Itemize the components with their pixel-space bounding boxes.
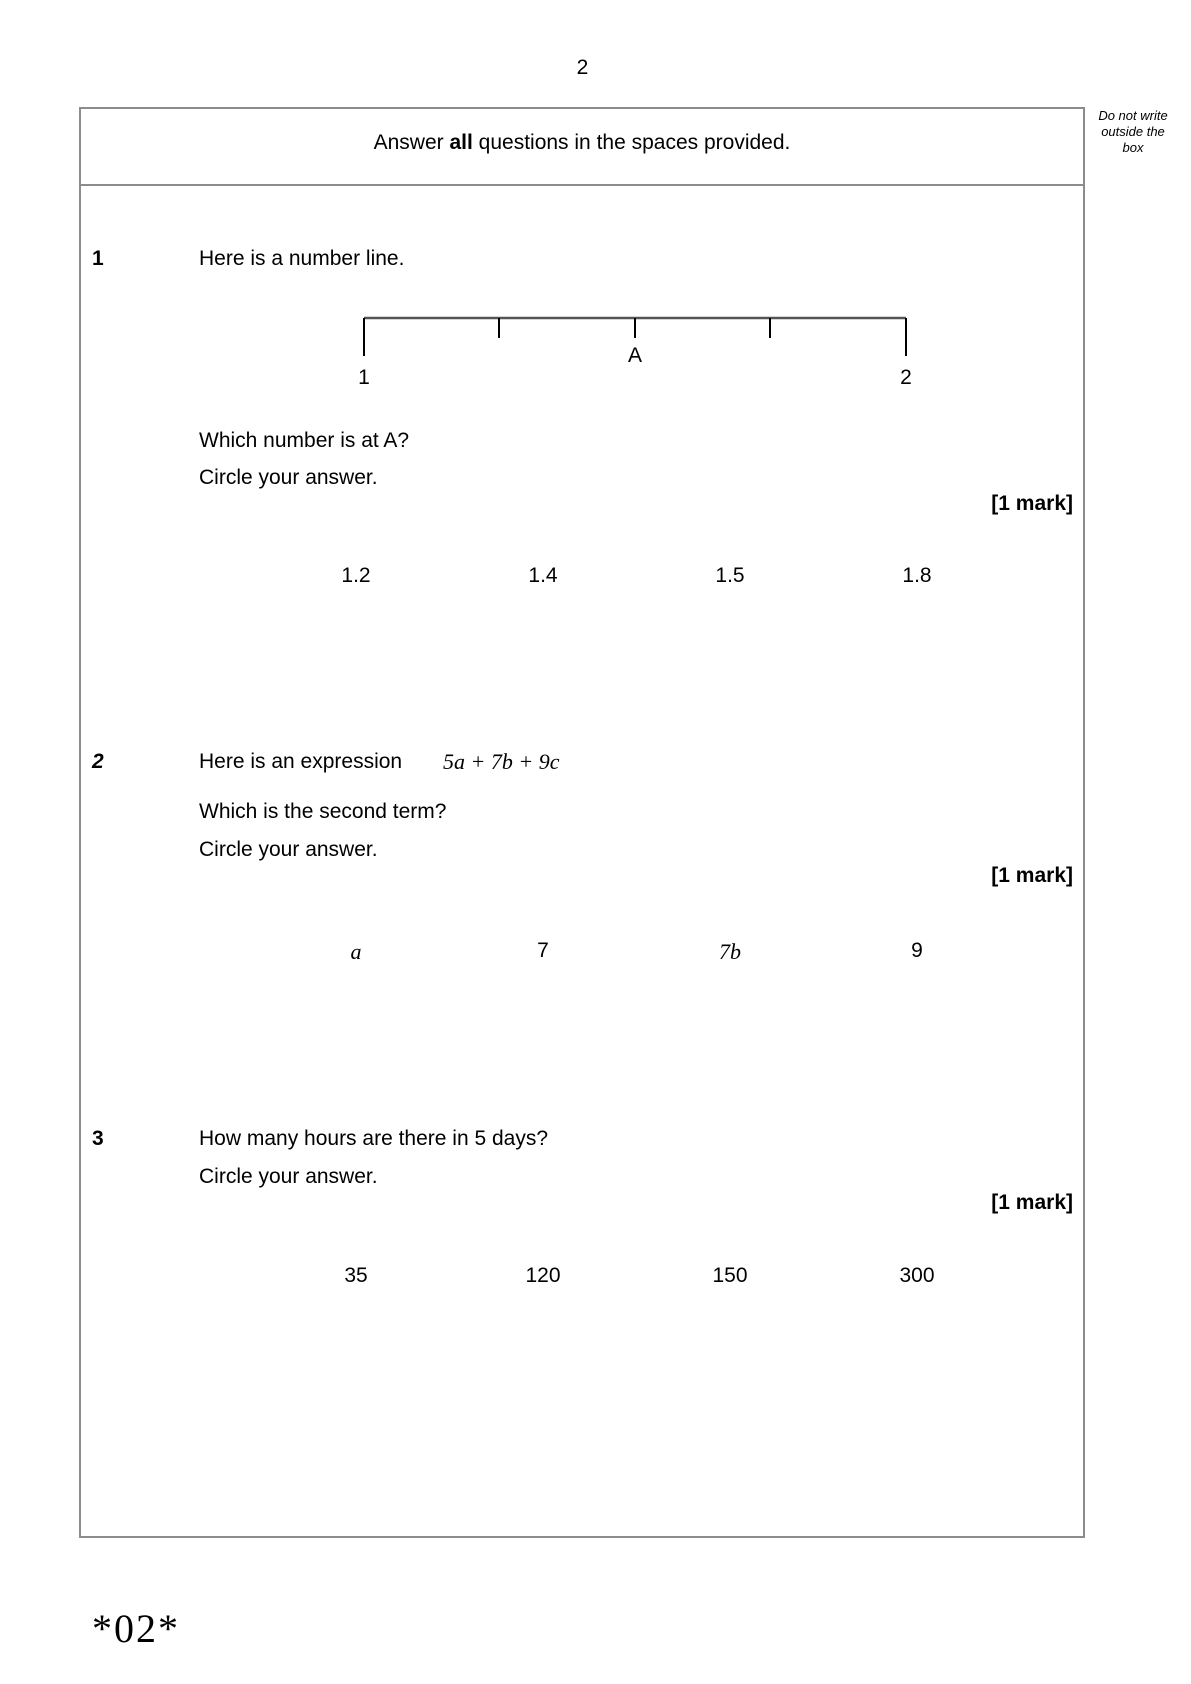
instructions-header <box>79 131 1085 155</box>
margin-note: Do not write outside the box <box>1098 108 1168 155</box>
page-number: 2 <box>576 56 589 79</box>
question-2-instruction: Circle your answer. <box>199 838 378 861</box>
header-text-bold: all <box>449 131 473 154</box>
q2-option-2[interactable]: 7 <box>537 939 549 962</box>
question-1-mark: [1 mark] <box>991 492 1073 515</box>
question-1-text: Which number is at A? <box>199 429 410 452</box>
question-1-number: 1 <box>92 247 104 270</box>
header-divider <box>79 184 1085 186</box>
number-line <box>350 310 920 390</box>
q1-option-2[interactable]: 1.4 <box>528 564 558 587</box>
question-2-number: 2 <box>92 750 104 773</box>
question-3-text: How many hours are there in 5 days? <box>199 1127 549 1150</box>
number-line-point-label: A <box>627 344 643 367</box>
question-2-expression: 5a + 7b + 9c <box>443 749 560 774</box>
page-code: *02* <box>92 1606 180 1651</box>
header-text-after: questions in the spaces provided. <box>472 131 791 154</box>
number-line-start-label: 1 <box>358 366 370 389</box>
question-1-instruction: Circle your answer. <box>199 466 378 489</box>
question-2-mark: [1 mark] <box>991 864 1073 887</box>
q2-option-3[interactable]: 7b <box>719 939 741 964</box>
number-line-end-label: 2 <box>900 366 912 389</box>
question-2-text: Which is the second term? <box>199 800 447 823</box>
q3-option-3[interactable]: 150 <box>712 1264 748 1287</box>
question-1-intro: Here is a number line. <box>199 247 405 270</box>
q2-option-1[interactable]: a <box>350 939 362 964</box>
question-3-mark: [1 mark] <box>991 1191 1073 1214</box>
q3-option-2[interactable]: 120 <box>525 1264 561 1287</box>
q3-option-4[interactable]: 300 <box>899 1264 935 1287</box>
q2-option-4[interactable]: 9 <box>911 939 923 962</box>
q1-option-1[interactable]: 1.2 <box>341 564 371 587</box>
q1-option-3[interactable]: 1.5 <box>715 564 745 587</box>
header-text-before: Answer <box>373 131 450 154</box>
q3-option-1[interactable]: 35 <box>344 1264 368 1287</box>
q1-option-4[interactable]: 1.8 <box>902 564 932 587</box>
question-3-instruction: Circle your answer. <box>199 1165 378 1188</box>
question-2-intro: Here is an expression <box>199 750 403 773</box>
question-3-number: 3 <box>92 1127 104 1150</box>
